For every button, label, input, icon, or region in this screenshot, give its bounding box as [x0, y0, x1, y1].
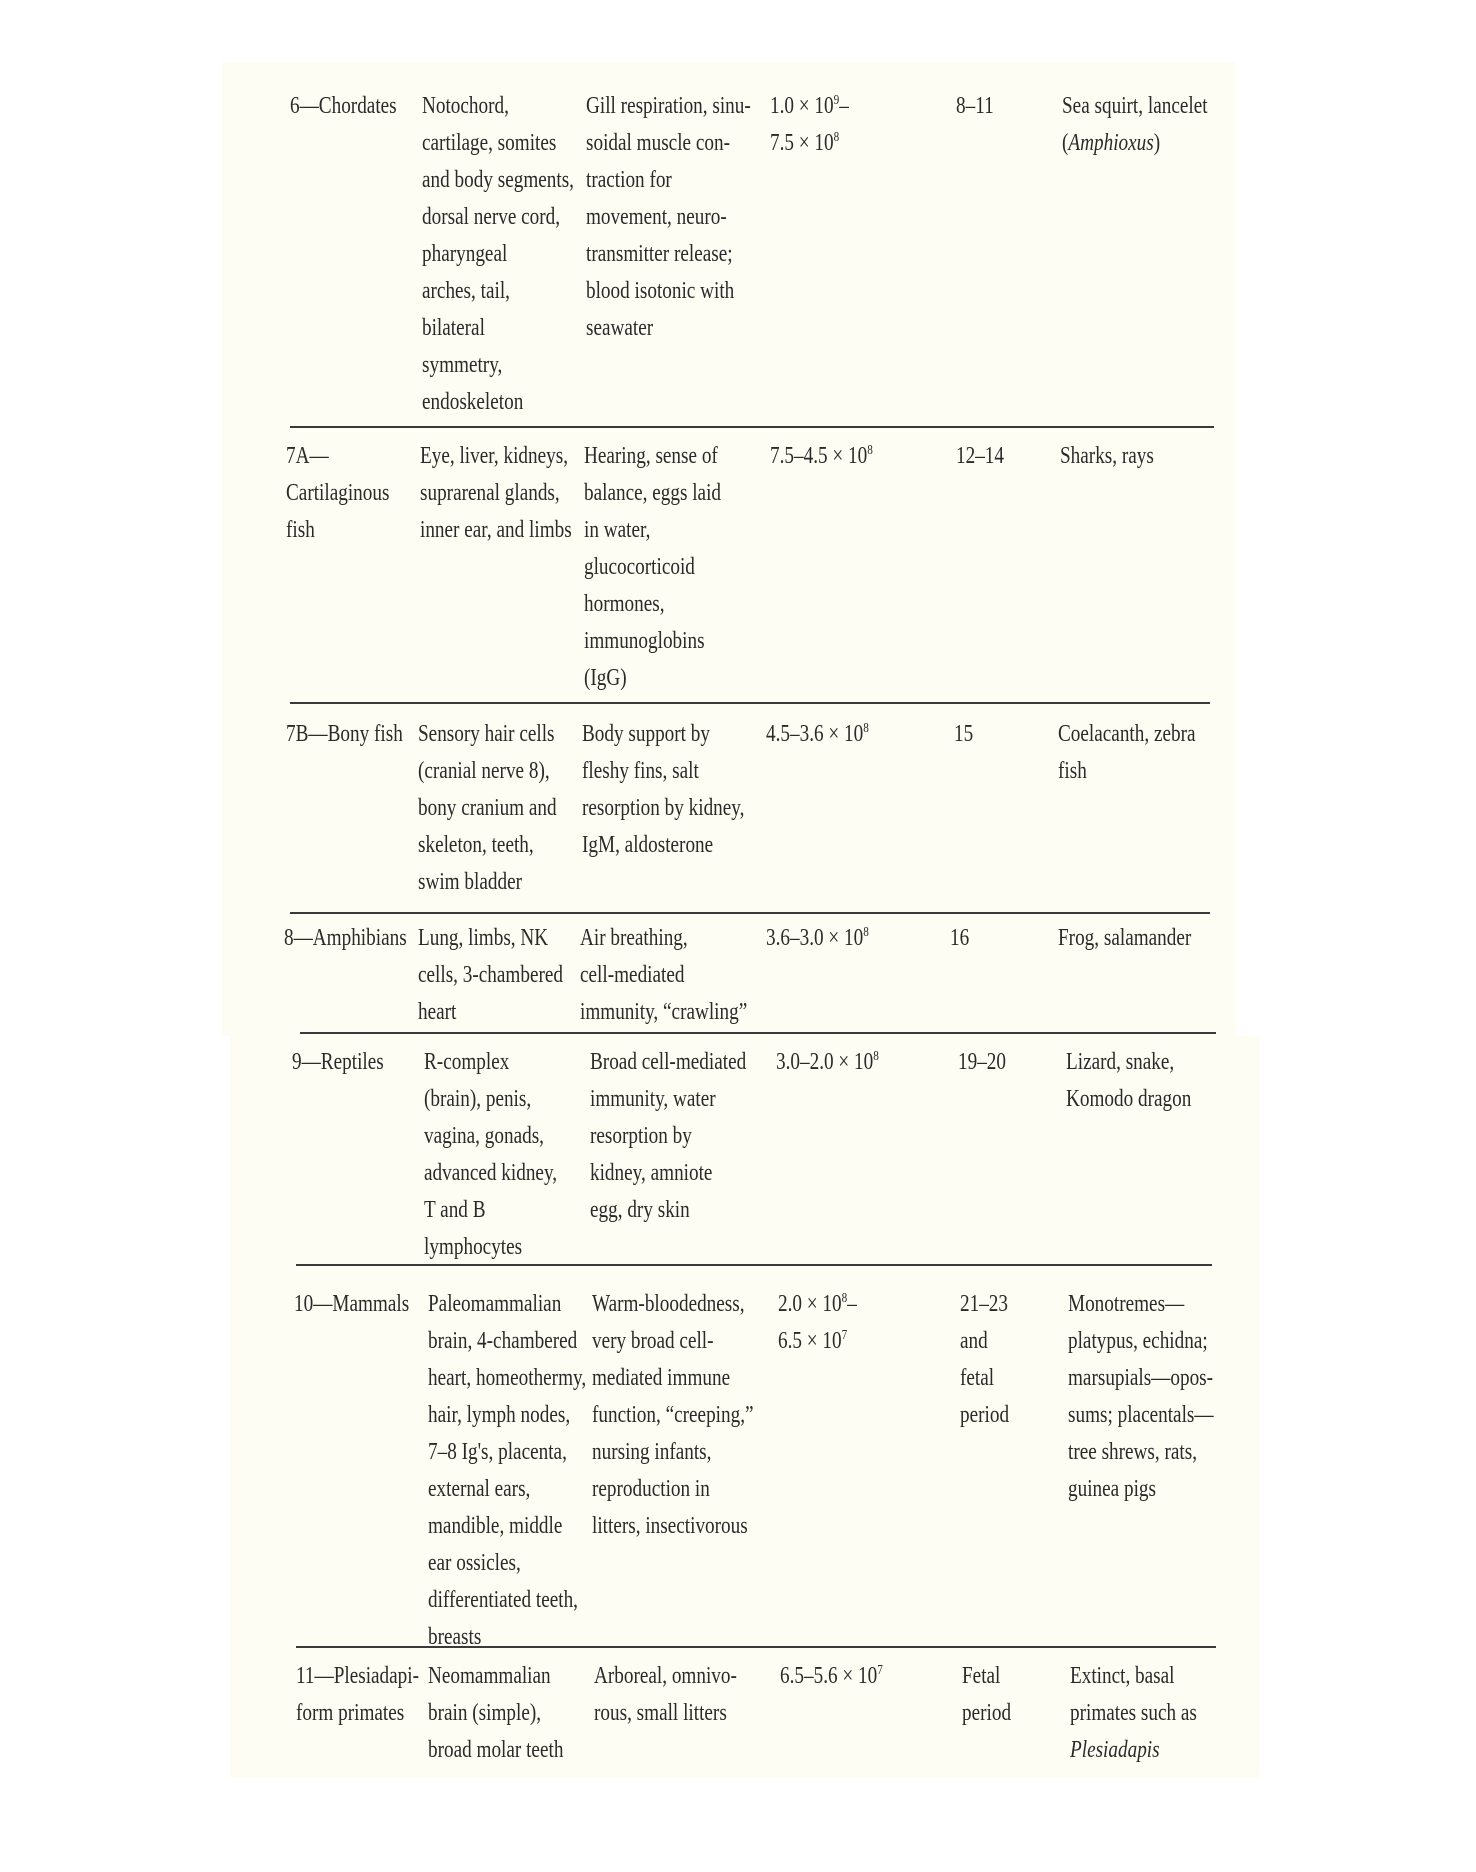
cell-line: $4.5-3.6 \times 10^8$: [766, 721, 869, 747]
cell-line: tree shrews, rats,: [1068, 1439, 1198, 1465]
cell-line: Sea squirt, lancelet: [1062, 93, 1208, 119]
cell-features: [428, 1658, 563, 1769]
cell-line: $7.5 \times 10^8$: [770, 130, 840, 156]
cell-line: breasts: [428, 1624, 482, 1650]
cell-line: 10—Mammals: [294, 1291, 410, 1317]
cell-features: [418, 716, 557, 901]
cell-features: [424, 1044, 557, 1266]
cell-line: heart: [418, 999, 457, 1025]
cell-line: 9—Reptiles: [292, 1049, 384, 1075]
cell-examples: [1068, 1286, 1214, 1508]
cell-line: in water,: [584, 517, 651, 543]
cell-line: (brain), penis,: [424, 1086, 532, 1112]
cell-examples: [1058, 920, 1191, 957]
cell-line: 16: [950, 925, 970, 951]
cell-line: Monotremes—: [1068, 1291, 1185, 1317]
cell-line: blood isotonic with: [586, 278, 735, 304]
cell-stage: [290, 88, 397, 125]
cell-weeks: [960, 1286, 1009, 1434]
cell-line: nursing infants,: [592, 1439, 712, 1465]
cell-line: T and B: [424, 1197, 486, 1223]
cell-line: function, “creeping,”: [592, 1402, 754, 1428]
cell-weeks: [956, 438, 1004, 475]
cell-line: immunity, “crawling”: [580, 999, 748, 1025]
cell-line: Neomammalian: [428, 1663, 551, 1689]
cell-line: differentiated teeth,: [428, 1587, 578, 1613]
cell-line: endoskeleton: [422, 389, 524, 415]
cell-line: balance, eggs laid: [584, 480, 722, 506]
cell-line: Arboreal, omnivo-: [594, 1663, 737, 1689]
cell-line: R-complex: [424, 1049, 510, 1075]
cell-line: (IgG): [584, 665, 627, 691]
cell-line: vagina, gonads,: [424, 1123, 544, 1149]
cell-line: resorption by kidney,: [582, 795, 745, 821]
cell-line: Coelacanth, zebra: [1058, 721, 1196, 747]
cell-line: 21–23: [960, 1291, 1008, 1317]
cell-line: 6—Chordates: [290, 93, 397, 119]
cell-line: Sensory hair cells: [418, 721, 555, 747]
cell-line: suprarenal glands,: [420, 480, 560, 506]
cell-line: primates such as: [1070, 1700, 1197, 1726]
cell-features: [418, 920, 563, 1031]
cell-line: heart, homeothermy,: [428, 1365, 587, 1391]
cell-line: Frog, salamander: [1058, 925, 1192, 951]
cell-time: [780, 1658, 883, 1695]
cell-line: brain, 4-chambered: [428, 1328, 578, 1354]
cell-features: [428, 1286, 586, 1656]
cell-weeks: [956, 88, 994, 125]
cell-line: advanced kidney,: [424, 1160, 558, 1186]
cell-time: [770, 88, 849, 162]
cell-time: [776, 1044, 879, 1081]
cell-examples: [1070, 1658, 1197, 1769]
cell-functions: [586, 88, 751, 347]
cell-line: kidney, amniote: [590, 1160, 713, 1186]
cell-stage: [286, 438, 389, 549]
cell-time: [770, 438, 873, 475]
cell-line: $1.0 \times 10^9-$: [770, 93, 849, 119]
cell-line: swim bladder: [418, 869, 522, 895]
cell-line: Gill respiration, sinu-: [586, 93, 751, 119]
cell-line: fish: [286, 517, 315, 543]
cell-line: seawater: [586, 315, 654, 341]
cell-line: $3.6-3.0 \times 10^8$: [766, 925, 869, 951]
cell-line: resorption by: [590, 1123, 692, 1149]
cell-line: $2.0 \times 10^8-$: [778, 1291, 857, 1317]
cell-time: [766, 716, 869, 753]
cell-line: (cranial nerve 8),: [418, 758, 550, 784]
cell-weeks: [954, 716, 973, 753]
cell-functions: [592, 1286, 754, 1545]
cell-line: Lung, limbs, NK: [418, 925, 549, 951]
cell-line: Fetal: [962, 1663, 1001, 1689]
cell-line: period: [962, 1700, 1012, 1726]
cell-line: glucocorticoid: [584, 554, 695, 580]
cell-line: guinea pigs: [1068, 1476, 1156, 1502]
cell-line: cells, 3-chambered: [418, 962, 563, 988]
cell-line: bony cranium and: [418, 795, 557, 821]
cell-line: Extinct, basal: [1070, 1663, 1175, 1689]
cell-line: movement, neuro-: [586, 204, 727, 230]
cell-line: period: [960, 1402, 1010, 1428]
cell-line: soidal muscle con-: [586, 130, 730, 156]
cell-examples: [1060, 438, 1154, 475]
cell-line: Paleomammalian: [428, 1291, 562, 1317]
cell-line: Lizard, snake,: [1066, 1049, 1175, 1075]
cell-line: Sharks, rays: [1060, 443, 1154, 469]
cell-line: Warm-bloodedness,: [592, 1291, 745, 1317]
cell-line: traction for: [586, 167, 672, 193]
cell-line: skeleton, teeth,: [418, 832, 534, 858]
cell-functions: [590, 1044, 746, 1229]
cell-line: Hearing, sense of: [584, 443, 718, 469]
cell-stage: [294, 1286, 409, 1323]
cell-line: symmetry,: [422, 352, 503, 378]
row-divider: [290, 912, 1210, 914]
cell-line: fish: [1058, 758, 1087, 784]
cell-line: egg, dry skin: [590, 1197, 690, 1223]
cell-examples: [1062, 88, 1208, 162]
cell-line: lymphocytes: [424, 1234, 523, 1260]
cell-line: cell-mediated: [580, 962, 685, 988]
cell-line: IgM, aldosterone: [582, 832, 714, 858]
cell-line: $6.5-5.6 \times 10^7$: [780, 1663, 883, 1689]
cell-line: arches, tail,: [422, 278, 510, 304]
cell-stage: [284, 920, 407, 957]
cell-features: [422, 88, 574, 421]
cell-line: Cartilaginous: [286, 480, 390, 506]
cell-line: pharyngeal: [422, 241, 508, 267]
cell-functions: [584, 438, 721, 697]
row-divider: [300, 1032, 1216, 1034]
cell-weeks: [950, 920, 969, 957]
cell-line: 12–14: [956, 443, 1004, 469]
cell-line: mediated immune: [592, 1365, 731, 1391]
cell-line: immunity, water: [590, 1086, 716, 1112]
cell-line: 7–8 Ig's, placenta,: [428, 1439, 567, 1465]
cell-line: hormones,: [584, 591, 665, 617]
cell-line: 8—Amphibians: [284, 925, 407, 951]
cell-stage: [296, 1658, 419, 1732]
cell-line: fleshy fins, salt: [582, 758, 699, 784]
cell-line: bilateral: [422, 315, 485, 341]
cell-features: [420, 438, 572, 549]
cell-line: litters, insectivorous: [592, 1513, 748, 1539]
cell-line: external ears,: [428, 1476, 531, 1502]
cell-line: transmitter release;: [586, 241, 733, 267]
cell-line: 19–20: [958, 1049, 1006, 1075]
cell-line: hair, lymph nodes,: [428, 1402, 571, 1428]
cell-line: Air breathing,: [580, 925, 688, 951]
cell-line: sums; placentals—: [1068, 1402, 1214, 1428]
cell-line: 8–11: [956, 93, 994, 119]
cell-line: Notochord,: [422, 93, 509, 119]
cell-line: $3.0-2.0 \times 10^8$: [776, 1049, 879, 1075]
cell-line: rous, small litters: [594, 1700, 727, 1726]
cell-line: broad molar teeth: [428, 1737, 564, 1763]
cell-time: [778, 1286, 857, 1360]
cell-line: form primates: [296, 1700, 405, 1726]
cell-examples: [1066, 1044, 1191, 1118]
cell-line: Eye, liver, kidneys,: [420, 443, 568, 469]
cell-line: fetal: [960, 1365, 995, 1391]
cell-weeks: [958, 1044, 1006, 1081]
cell-functions: [580, 920, 747, 1031]
cell-examples: [1058, 716, 1196, 790]
cell-line: Body support by: [582, 721, 711, 747]
cell-weeks: [962, 1658, 1011, 1732]
cell-functions: [594, 1658, 737, 1732]
cell-stage: [286, 716, 403, 753]
cell-line: (Amphioxus): [1062, 130, 1161, 156]
cell-line: mandible, middle: [428, 1513, 563, 1539]
cell-line: inner ear, and limbs: [420, 517, 572, 543]
cell-line: and: [960, 1328, 988, 1354]
cell-line: ear ossicles,: [428, 1550, 521, 1576]
cell-line: Plesiadapis: [1070, 1737, 1160, 1763]
cell-line: 15: [954, 721, 974, 747]
cell-line: Komodo dragon: [1066, 1086, 1192, 1112]
cell-line: very broad cell-: [592, 1328, 714, 1354]
cell-line: 7A—: [286, 443, 329, 469]
cell-line: reproduction in: [592, 1476, 710, 1502]
row-divider: [290, 426, 1214, 428]
cell-line: 7B—Bony fish: [286, 721, 403, 747]
cell-line: and body segments,: [422, 167, 574, 193]
cell-line: platypus, echidna;: [1068, 1328, 1208, 1354]
cell-line: $7.5-4.5 \times 10^8$: [770, 443, 873, 469]
cell-functions: [582, 716, 744, 864]
cell-line: $6.5 \times 10^7$: [778, 1328, 848, 1354]
cell-line: cartilage, somites: [422, 130, 557, 156]
cell-line: brain (simple),: [428, 1700, 542, 1726]
cell-time: [766, 920, 869, 957]
row-divider: [290, 702, 1210, 704]
cell-line: marsupials—opos-: [1068, 1365, 1214, 1391]
cell-line: dorsal nerve cord,: [422, 204, 561, 230]
cell-line: immunoglobins: [584, 628, 705, 654]
cell-line: Broad cell-mediated: [590, 1049, 747, 1075]
cell-line: 11—Plesiadapi-: [296, 1663, 419, 1689]
cell-stage: [292, 1044, 384, 1081]
